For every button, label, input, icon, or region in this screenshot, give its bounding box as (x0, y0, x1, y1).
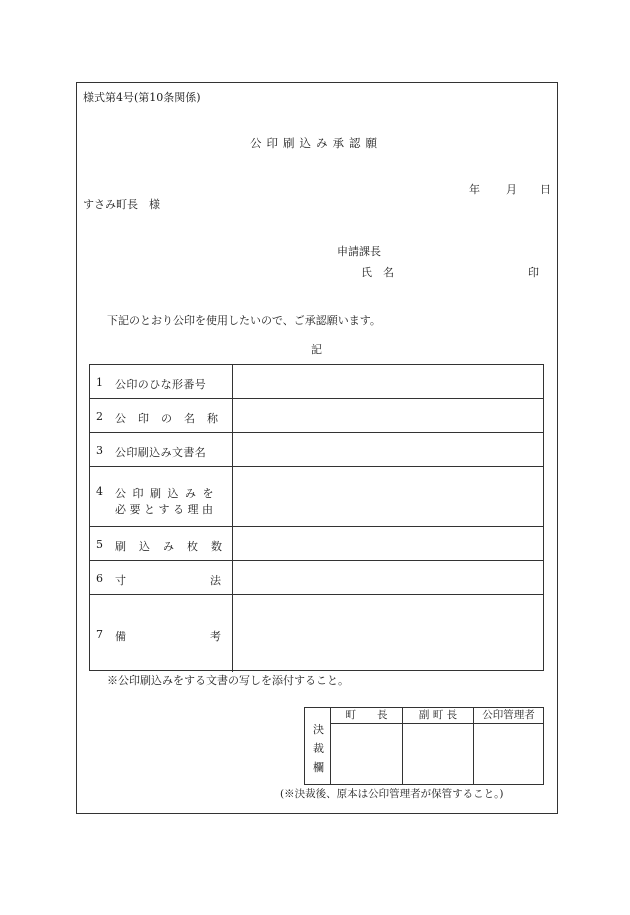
approval-header-seal-manager: 公印管理者 (474, 708, 543, 724)
value-cell[interactable] (233, 595, 543, 672)
row-number: 1 (96, 376, 103, 389)
row-number: 3 (96, 444, 103, 457)
row-label-b: 考 (210, 630, 221, 643)
row-label (90, 595, 233, 672)
side-char-2: 裁 (313, 742, 324, 755)
table-row (90, 595, 543, 672)
approval-header-mayor: 町 長 (331, 708, 403, 724)
value-cell[interactable] (233, 561, 543, 594)
row-number: 2 (96, 410, 103, 423)
row-number: 4 (96, 485, 103, 498)
date-day: 日 (540, 183, 551, 196)
attachment-note: ※公印刷込みをする文書の写しを添付すること。 (107, 674, 349, 687)
addressee: すさみ町長 様 (83, 198, 160, 211)
details-table (89, 364, 544, 671)
body-text: 下記のとおり公印を使用したいので、ご承認願います。 (107, 314, 381, 327)
row-label (90, 433, 233, 466)
table-row (90, 365, 543, 399)
value-cell[interactable] (233, 433, 543, 466)
applicant-dept-label: 申請課長 (337, 245, 381, 258)
row-label-a: 備 (115, 630, 126, 643)
approval-header-deputy-mayor: 副 町 長 (403, 708, 474, 724)
table-row (90, 433, 543, 467)
row-label-text: 公印のひな形番号 (115, 378, 207, 391)
row-label (90, 399, 233, 432)
table-row (90, 399, 543, 433)
approval-stamp-deputy-mayor[interactable] (403, 724, 474, 784)
row-label-text: 刷込み枚数 (115, 540, 235, 553)
value-cell[interactable] (233, 399, 543, 432)
date-year: 年 (469, 183, 480, 196)
table-row (90, 561, 543, 595)
approval-side-label (305, 708, 331, 784)
approval-stamp-seal-manager[interactable] (474, 724, 543, 784)
table-row (90, 527, 543, 561)
date-month: 月 (506, 183, 517, 196)
table-row (90, 467, 543, 527)
row-number: 7 (96, 628, 103, 641)
row-label-line2: 必要とする理由 (115, 503, 217, 516)
applicant-name-label: 氏 名 (361, 266, 394, 279)
form-title: 公印刷込み承認願 (250, 136, 382, 150)
custody-note: (※決裁後、原本は公印管理者が保管すること。) (280, 788, 504, 800)
seal-mark: 印 (528, 266, 539, 279)
value-cell[interactable] (233, 467, 543, 526)
row-label-text: 公印刷込み文書名 (115, 446, 207, 459)
form-number: 様式第4号(第10条関係) (83, 91, 201, 104)
row-label (90, 527, 233, 560)
row-label (90, 365, 233, 398)
ki-heading: 記 (311, 343, 322, 356)
side-char-1: 決 (313, 723, 324, 736)
approval-stamp-mayor[interactable] (331, 724, 403, 784)
row-number: 6 (96, 572, 103, 585)
row-label-a: 寸 (115, 574, 126, 587)
approval-box (304, 707, 544, 785)
value-cell[interactable] (233, 365, 543, 398)
row-label-b: 法 (210, 574, 221, 587)
value-cell[interactable] (233, 527, 543, 560)
row-label (90, 561, 233, 594)
row-label (90, 467, 233, 526)
row-label-line1: 公印刷込みを (115, 487, 220, 500)
side-char-3: 欄 (313, 761, 324, 774)
row-label-text: 公印の名称 (115, 412, 230, 425)
row-number: 5 (96, 538, 103, 551)
